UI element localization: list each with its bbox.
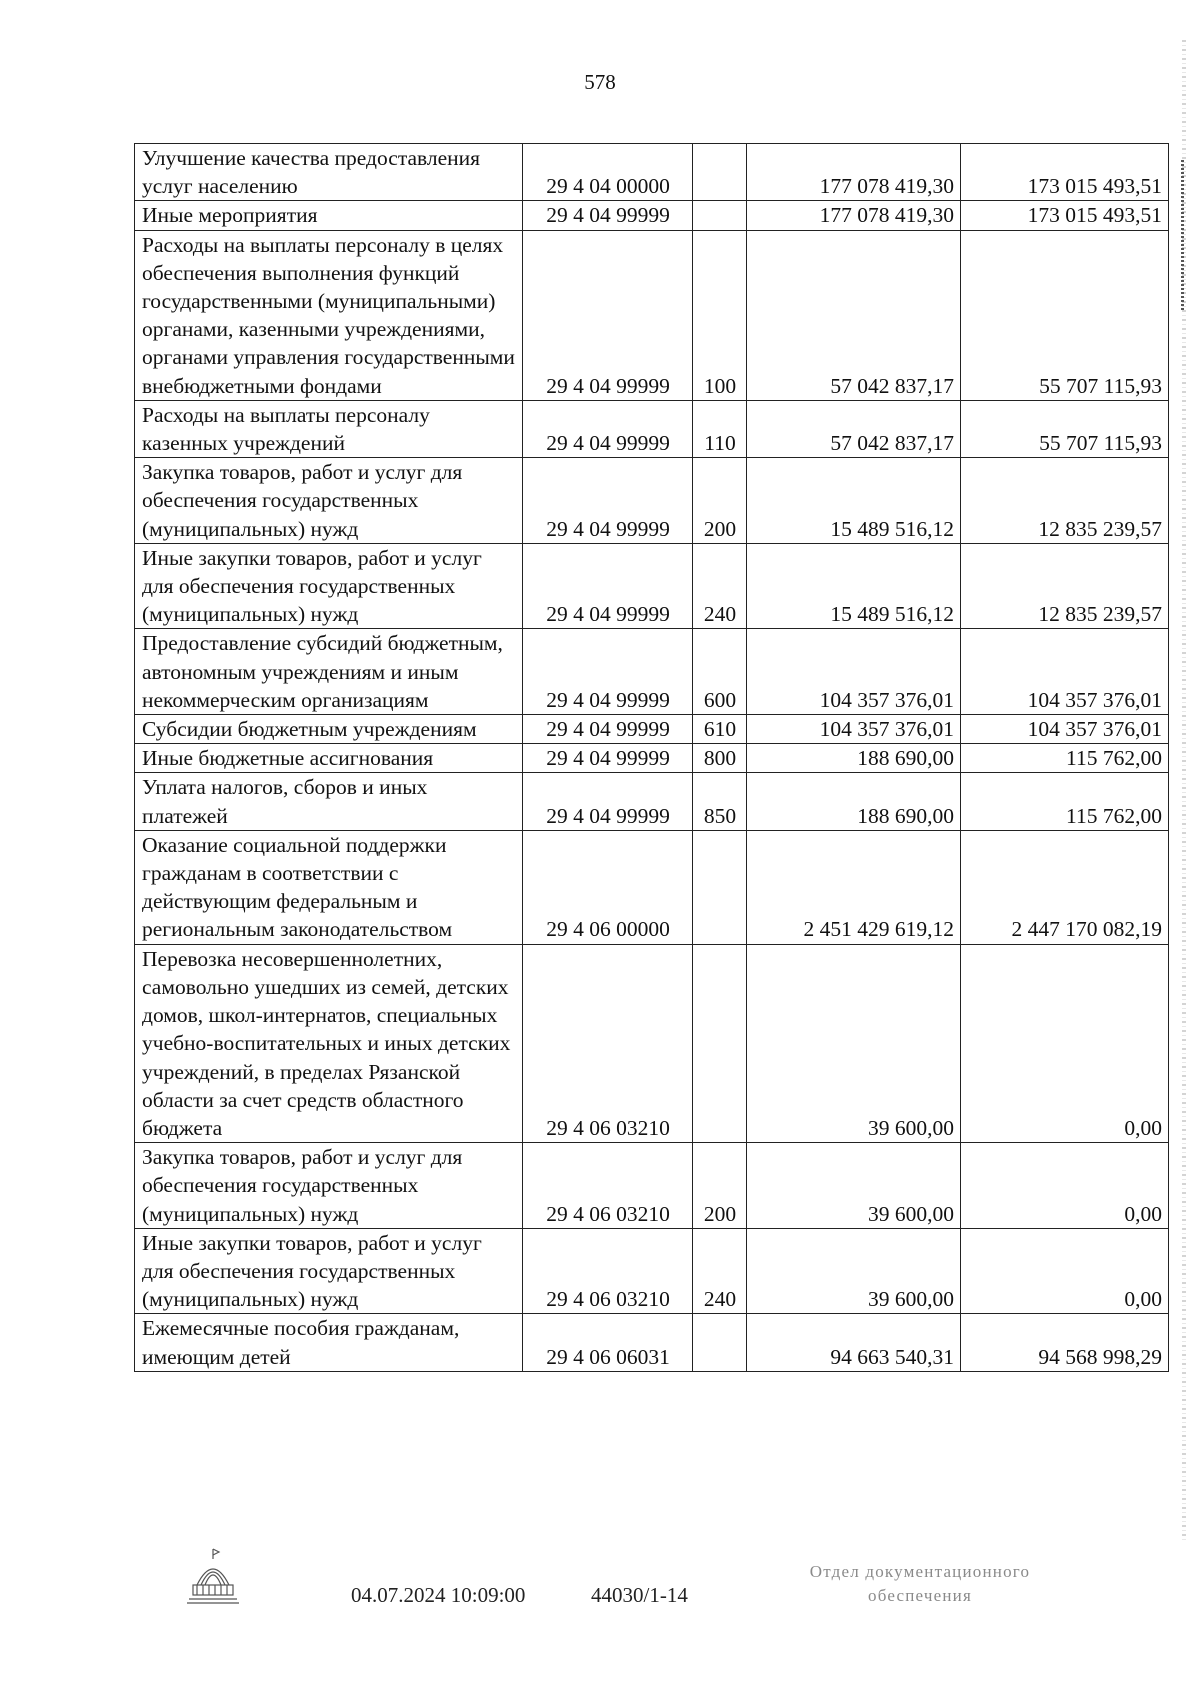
row-code: 29 4 04 99999 [523,715,693,744]
row-amount-2: 173 015 493,51 [961,201,1169,230]
row-amount-1: 15 489 516,12 [747,458,961,544]
row-code: 29 4 04 99999 [523,458,693,544]
row-name: Уплата налогов, сборов и иных платежей [135,773,523,830]
row-amount-1: 104 357 376,01 [747,715,961,744]
row-name: Расходы на выплаты персоналу казенных учреждений [135,400,523,457]
row-vr: 200 [693,458,747,544]
row-code: 29 4 06 03210 [523,1143,693,1229]
row-vr: 200 [693,1143,747,1229]
row-name: Иные закупки товаров, работ и услуг для обеспечения государственных (муниципальных) нужд [135,1228,523,1314]
row-name: Ежемесячные пособия гражданам, имеющим детей [135,1314,523,1371]
row-vr: 610 [693,715,747,744]
row-amount-1: 104 357 376,01 [747,629,961,715]
row-amount-2: 2 447 170 082,19 [961,830,1169,944]
row-code: 29 4 04 99999 [523,201,693,230]
table-row [135,400,1169,457]
row-amount-1: 94 663 540,31 [747,1314,961,1371]
row-amount-2: 12 835 239,57 [961,543,1169,629]
row-amount-1: 57 042 837,17 [747,400,961,457]
table-row [135,629,1169,715]
scan-edge-artifact-dark [1181,160,1184,310]
row-amount-1: 39 600,00 [747,1143,961,1229]
table-row [135,543,1169,629]
row-amount-1: 177 078 419,30 [747,144,961,201]
row-code: 29 4 06 03210 [523,944,693,1142]
row-amount-1: 39 600,00 [747,1228,961,1314]
table-row [135,1143,1169,1229]
row-code: 29 4 04 00000 [523,144,693,201]
row-vr [693,1314,747,1371]
row-amount-1: 57 042 837,17 [747,230,961,400]
row-code: 29 4 04 99999 [523,230,693,400]
stamp-line-2: обеспечения [868,1586,972,1605]
row-amount-2: 0,00 [961,1228,1169,1314]
row-code: 29 4 04 99999 [523,629,693,715]
row-name: Перевозка несовершеннолетних, самовольно ушедших из семей, детских домов, школ-интернатов, специальных учебно-воспитательных и иных детских учреждений, в пределах Рязанской области за счет средств областного бюджета [135,944,523,1142]
table-row [135,773,1169,830]
footer-datetime: 04.07.2024 10:09:00 [351,1583,526,1607]
row-vr: 800 [693,744,747,773]
row-amount-2: 12 835 239,57 [961,458,1169,544]
row-amount-2: 104 357 376,01 [961,629,1169,715]
row-code: 29 4 04 99999 [523,744,693,773]
row-vr [693,144,747,201]
row-name: Предоставление субсидий бюджетным, автономным учреждениям и иным некоммерческим организациям [135,629,523,715]
row-name: Иные мероприятия [135,201,523,230]
stamp-line-1: Отдел документационного [809,1562,1031,1581]
row-name: Улучшение качества предоставления услуг населению [135,144,523,201]
row-vr: 600 [693,629,747,715]
row-name: Закупка товаров, работ и услуг для обеспечения государственных (муниципальных) нужд [135,458,523,544]
row-amount-2: 55 707 115,93 [961,400,1169,457]
row-vr [693,201,747,230]
row-code: 29 4 04 99999 [523,543,693,629]
row-code: 29 4 04 99999 [523,773,693,830]
row-name: Иные бюджетные ассигнования [135,744,523,773]
row-code: 29 4 06 03210 [523,1228,693,1314]
row-amount-2: 0,00 [961,1143,1169,1229]
table-row [135,458,1169,544]
row-vr: 240 [693,1228,747,1314]
table-row [135,944,1169,1142]
table-row [135,1228,1169,1314]
budget-table [134,143,1169,1372]
department-stamp [770,1560,1070,1608]
row-vr: 240 [693,543,747,629]
row-amount-2: 104 357 376,01 [961,715,1169,744]
row-name: Иные закупки товаров, работ и услуг для обеспечения государственных (муниципальных) нужд [135,543,523,629]
row-amount-1: 177 078 419,30 [747,201,961,230]
table-row [135,715,1169,744]
row-name: Расходы на выплаты персоналу в целях обеспечения выполнения функций государственными (муниципальными) органами, казенными учреждениями, органами управления государственными внебюджетными фондами [135,230,523,400]
footer-doc-number: 44030/1-14 [591,1583,688,1607]
row-code: 29 4 04 99999 [523,400,693,457]
row-amount-1: 2 451 429 619,12 [747,830,961,944]
table-row [135,201,1169,230]
row-amount-1: 188 690,00 [747,773,961,830]
row-name: Субсидии бюджетным учреждениям [135,715,523,744]
row-name: Закупка товаров, работ и услуг для обеспечения государственных (муниципальных) нужд [135,1143,523,1229]
row-amount-1: 39 600,00 [747,944,961,1142]
row-amount-1: 188 690,00 [747,744,961,773]
table-row [135,230,1169,400]
row-amount-2: 94 568 998,29 [961,1314,1169,1371]
row-amount-1: 15 489 516,12 [747,543,961,629]
row-amount-2: 0,00 [961,944,1169,1142]
row-code: 29 4 06 06031 [523,1314,693,1371]
page-number: 578 [584,70,616,94]
table-row [135,830,1169,944]
row-vr: 110 [693,400,747,457]
row-code: 29 4 06 00000 [523,830,693,944]
row-amount-2: 55 707 115,93 [961,230,1169,400]
emblem-logo-icon [183,1545,243,1607]
row-vr [693,944,747,1142]
row-name: Оказание социальной поддержки гражданам в соответствии с действующим федеральным и региональным законодательством [135,830,523,944]
row-amount-2: 173 015 493,51 [961,144,1169,201]
row-amount-2: 115 762,00 [961,773,1169,830]
table-row [135,1314,1169,1371]
row-vr: 100 [693,230,747,400]
row-amount-2: 115 762,00 [961,744,1169,773]
row-vr: 850 [693,773,747,830]
row-vr [693,830,747,944]
table-row [135,744,1169,773]
table-row [135,144,1169,201]
